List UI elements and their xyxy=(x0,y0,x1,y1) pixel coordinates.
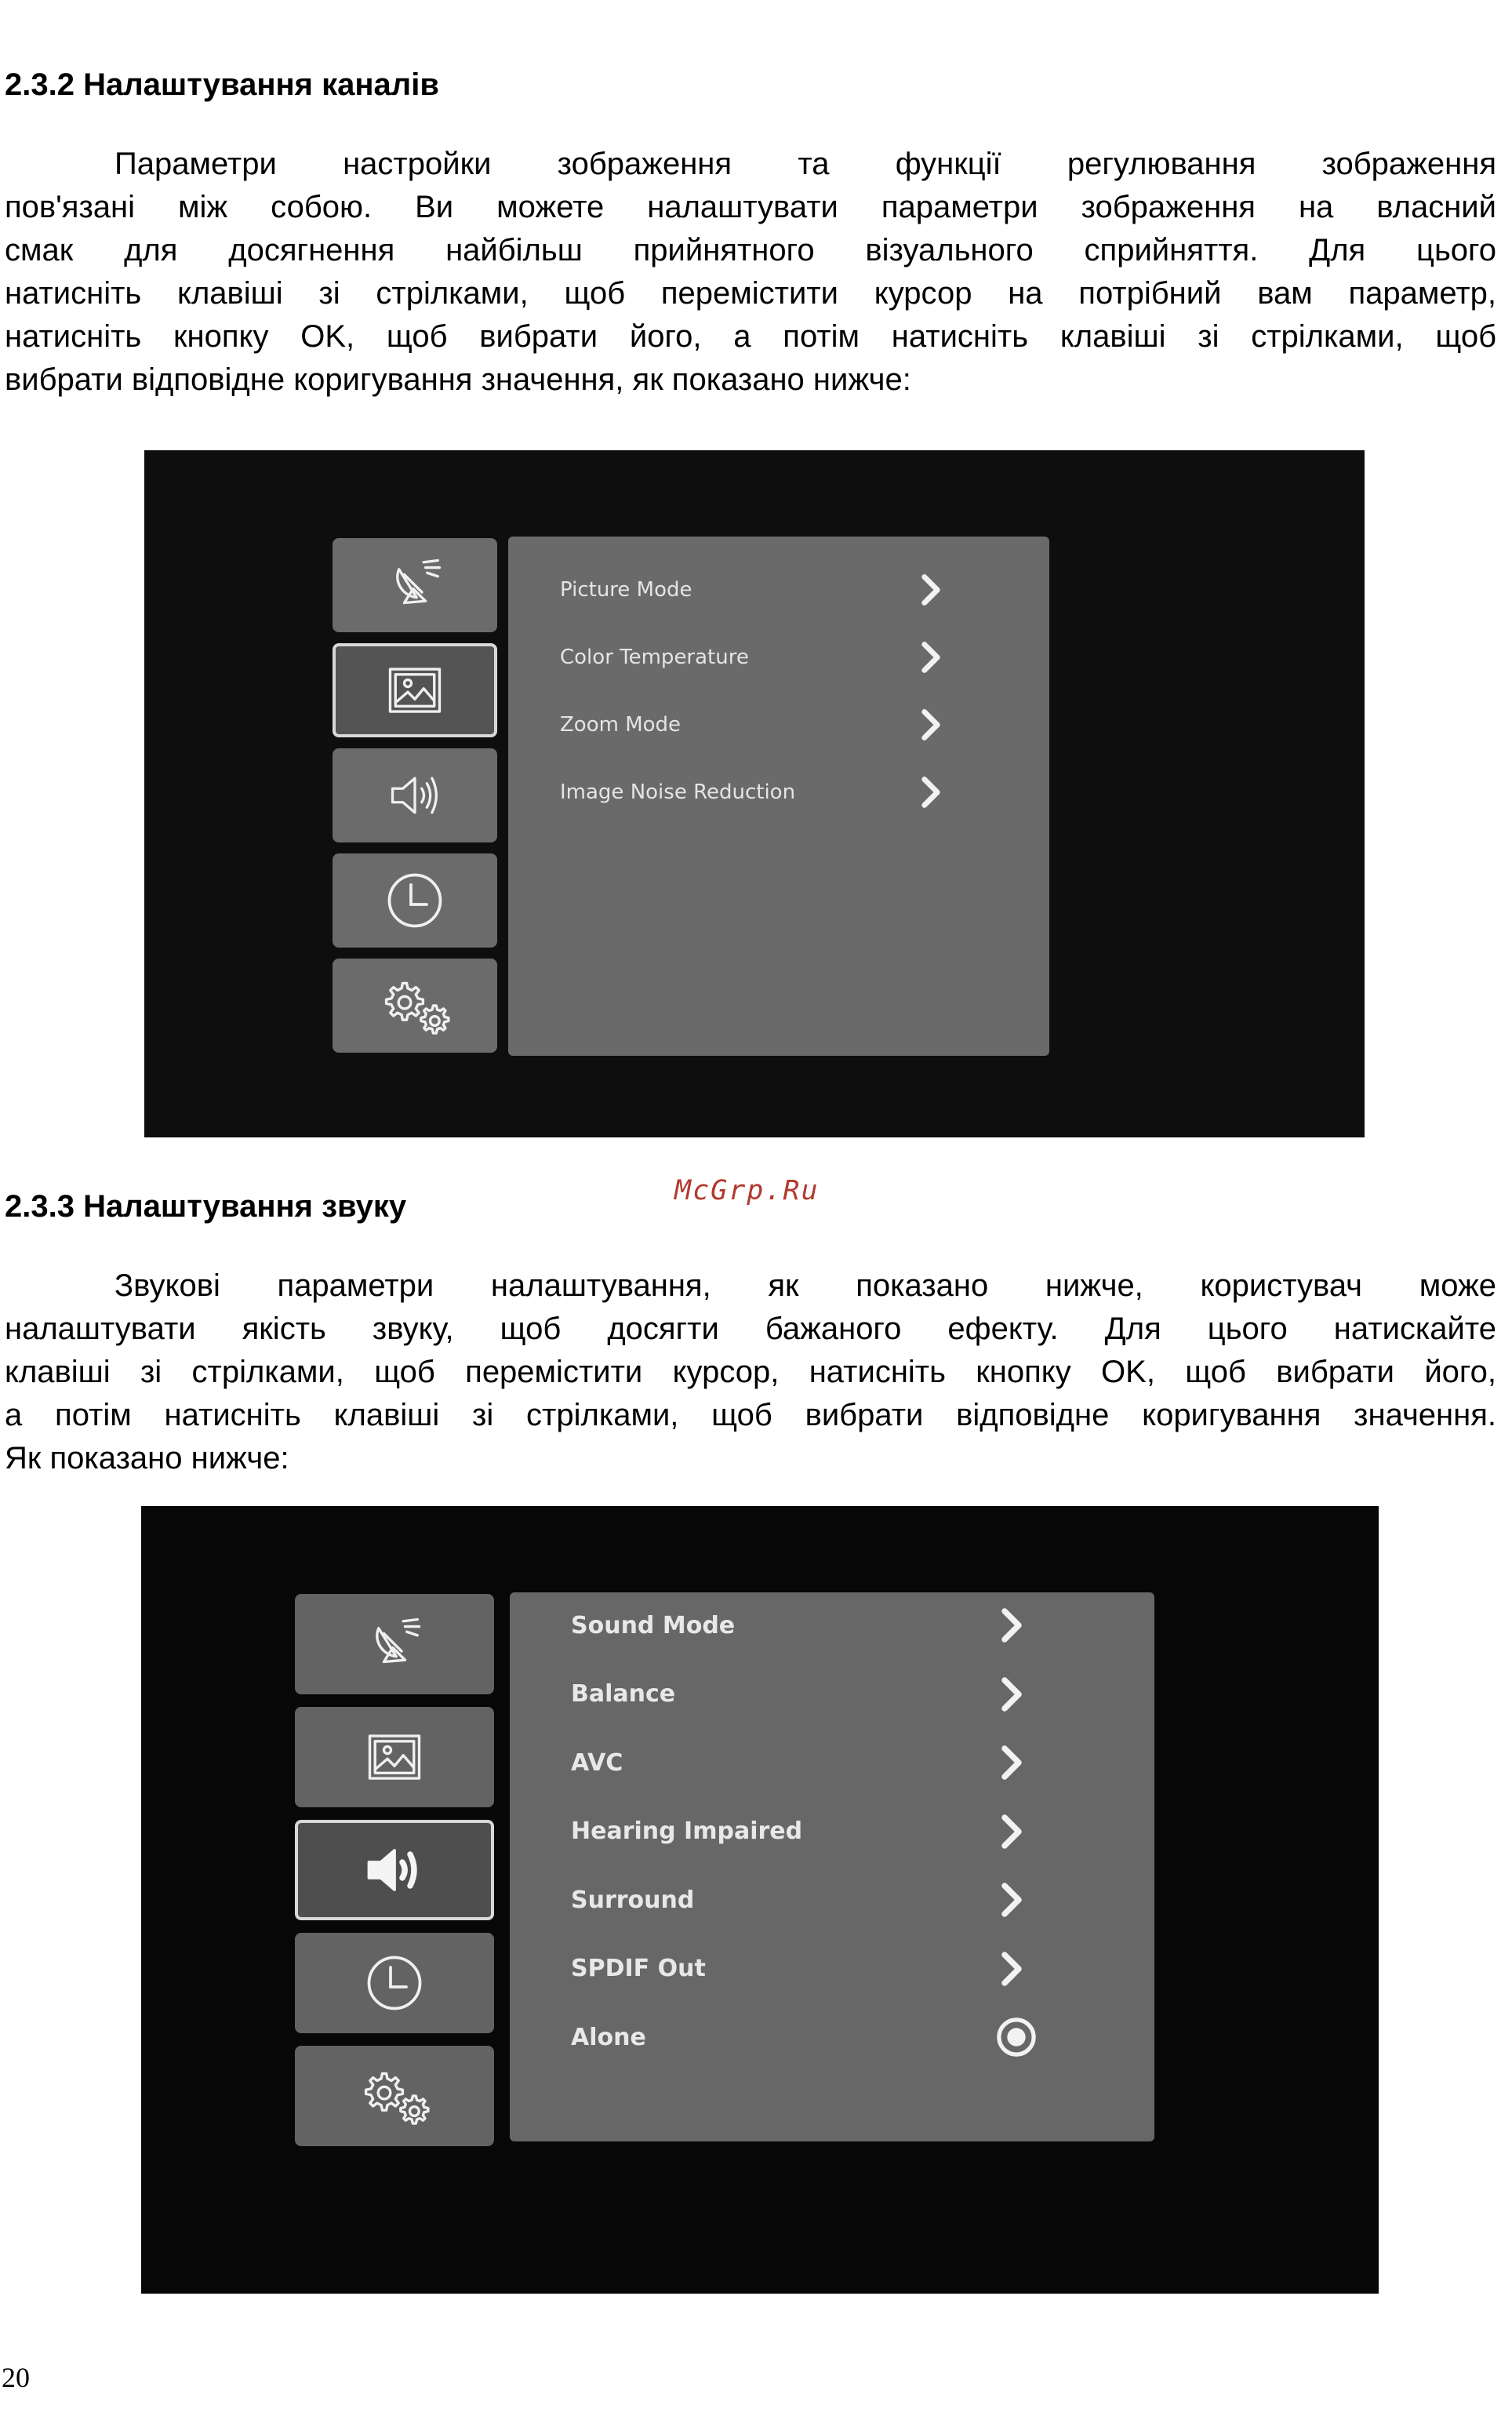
chevron-right-icon xyxy=(996,1606,1027,1644)
menu-tab-gears[interactable] xyxy=(295,2046,494,2146)
chevron-right-icon xyxy=(918,708,944,742)
menu-tab-gears[interactable] xyxy=(333,959,497,1053)
menu-item-zoom-mode[interactable] xyxy=(508,703,1049,747)
menu-item-label: Hearing Impaired xyxy=(571,1817,803,1845)
paragraph-line: Параметри настройки зображення та функції регулювання зображення xyxy=(114,147,1496,181)
menu-item-balance[interactable] xyxy=(510,1671,1154,1718)
chevron-right-icon xyxy=(996,1950,1027,1988)
chevron-right-icon xyxy=(918,640,944,675)
section-heading-channels: 2.3.2 Налаштування каналів xyxy=(5,67,439,102)
clock-icon xyxy=(363,1952,426,2014)
menu-item-label: Zoom Mode xyxy=(560,713,681,737)
menu-item-alone[interactable] xyxy=(510,2014,1154,2061)
chevron-right-icon xyxy=(996,1676,1027,1713)
chevron-right-icon xyxy=(996,1744,1027,1781)
channels-paragraph xyxy=(5,143,1496,402)
picture-menu-screenshot xyxy=(144,450,1365,1137)
sound-paragraph xyxy=(5,1264,1496,1480)
paragraph-line: Як показано нижче: xyxy=(5,1441,289,1475)
picture-menu-panel xyxy=(508,537,1049,1056)
chevron-right-icon xyxy=(996,1881,1027,1919)
menu-tab-clock[interactable] xyxy=(333,853,497,948)
menu-item-hearing-impaired[interactable] xyxy=(510,1808,1154,1855)
menu-item-label: Picture Mode xyxy=(560,578,692,602)
clock-icon xyxy=(383,869,446,932)
speaker-icon xyxy=(359,1839,430,1901)
menu-tab-speaker[interactable] xyxy=(295,1820,494,1920)
paragraph-line: смак для досягнення найбільш прийнятного візуального сприйняття. Для цього xyxy=(5,233,1496,267)
menu-tab-picture[interactable] xyxy=(333,643,497,737)
menu-item-label: SPDIF Out xyxy=(571,1955,706,1982)
chevron-right-icon xyxy=(918,573,944,607)
menu-item-label: Surround xyxy=(571,1886,695,1914)
paragraph-line: вибрати відповідне коригування значення, як показано нижче: xyxy=(5,362,911,397)
paragraph-line: клавіші зі стрілками, щоб перемістити курсор, натисніть кнопку OK, щоб вибрати його, xyxy=(5,1355,1496,1389)
radio-selected-icon xyxy=(996,2017,1037,2058)
paragraph-line: а потім натисніть клавіші зі стрілками, щоб вибрати відповідне коригування значення. xyxy=(5,1398,1496,1432)
speaker-icon xyxy=(385,768,445,823)
page-number: 20 xyxy=(2,2362,30,2393)
menu-item-label: Alone xyxy=(571,2023,646,2051)
menu-item-picture-mode[interactable] xyxy=(508,568,1049,612)
gears-icon xyxy=(354,2065,435,2127)
menu-tab-picture[interactable] xyxy=(295,1707,494,1807)
paragraph-line: натисніть клавіші зі стрілками, щоб перемістити курсор на потрібний вам параметр, xyxy=(5,276,1496,311)
menu-tab-clock[interactable] xyxy=(295,1933,494,2033)
menu-item-spdif-out[interactable] xyxy=(510,1945,1154,1992)
gears-icon xyxy=(374,975,456,1036)
menu-item-label: Color Temperature xyxy=(560,646,749,669)
menu-item-avc[interactable] xyxy=(510,1739,1154,1786)
menu-item-label: AVC xyxy=(571,1748,623,1777)
paragraph-line: Звукові параметри налаштування, як показано нижче, користувач може xyxy=(114,1268,1496,1303)
menu-item-surround[interactable] xyxy=(510,1876,1154,1923)
menu-item-label: Image Noise Reduction xyxy=(560,780,796,804)
paragraph-line: налаштувати якість звуку, щоб досягти бажаного ефекту. Для цього натискайте xyxy=(5,1312,1496,1346)
menu-tab-speaker[interactable] xyxy=(333,748,497,842)
menu-item-label: Sound Mode xyxy=(571,1611,736,1639)
menu-tab-satellite-dish[interactable] xyxy=(295,1594,494,1694)
chevron-right-icon xyxy=(918,775,944,810)
sound-menu-screenshot xyxy=(141,1506,1379,2294)
paragraph-line: пов'язані між собою. Ви можете налаштувати параметри зображення на власний xyxy=(5,190,1496,224)
picture-icon xyxy=(363,1729,426,1785)
menu-tab-satellite-dish[interactable] xyxy=(333,538,497,632)
sound-menu-panel xyxy=(510,1592,1154,2141)
menu-item-label: Balance xyxy=(571,1680,676,1708)
menu-item-color-temperature[interactable] xyxy=(508,635,1049,679)
paragraph-line: натисніть кнопку OK, щоб вибрати його, а потім натисніть клавіші зі стрілками, щоб xyxy=(5,319,1496,354)
chevron-right-icon xyxy=(996,1813,1027,1850)
section-heading-sound: 2.3.3 Налаштування звуку xyxy=(5,1189,407,1224)
satellite-dish-icon xyxy=(366,1616,423,1672)
satellite-dish-icon xyxy=(387,557,443,613)
picture-icon xyxy=(383,662,446,719)
menu-item-image-noise-reduction[interactable] xyxy=(508,770,1049,814)
watermark: McGrp.Ru xyxy=(674,1175,820,1206)
menu-item-sound-mode[interactable] xyxy=(510,1602,1154,1649)
